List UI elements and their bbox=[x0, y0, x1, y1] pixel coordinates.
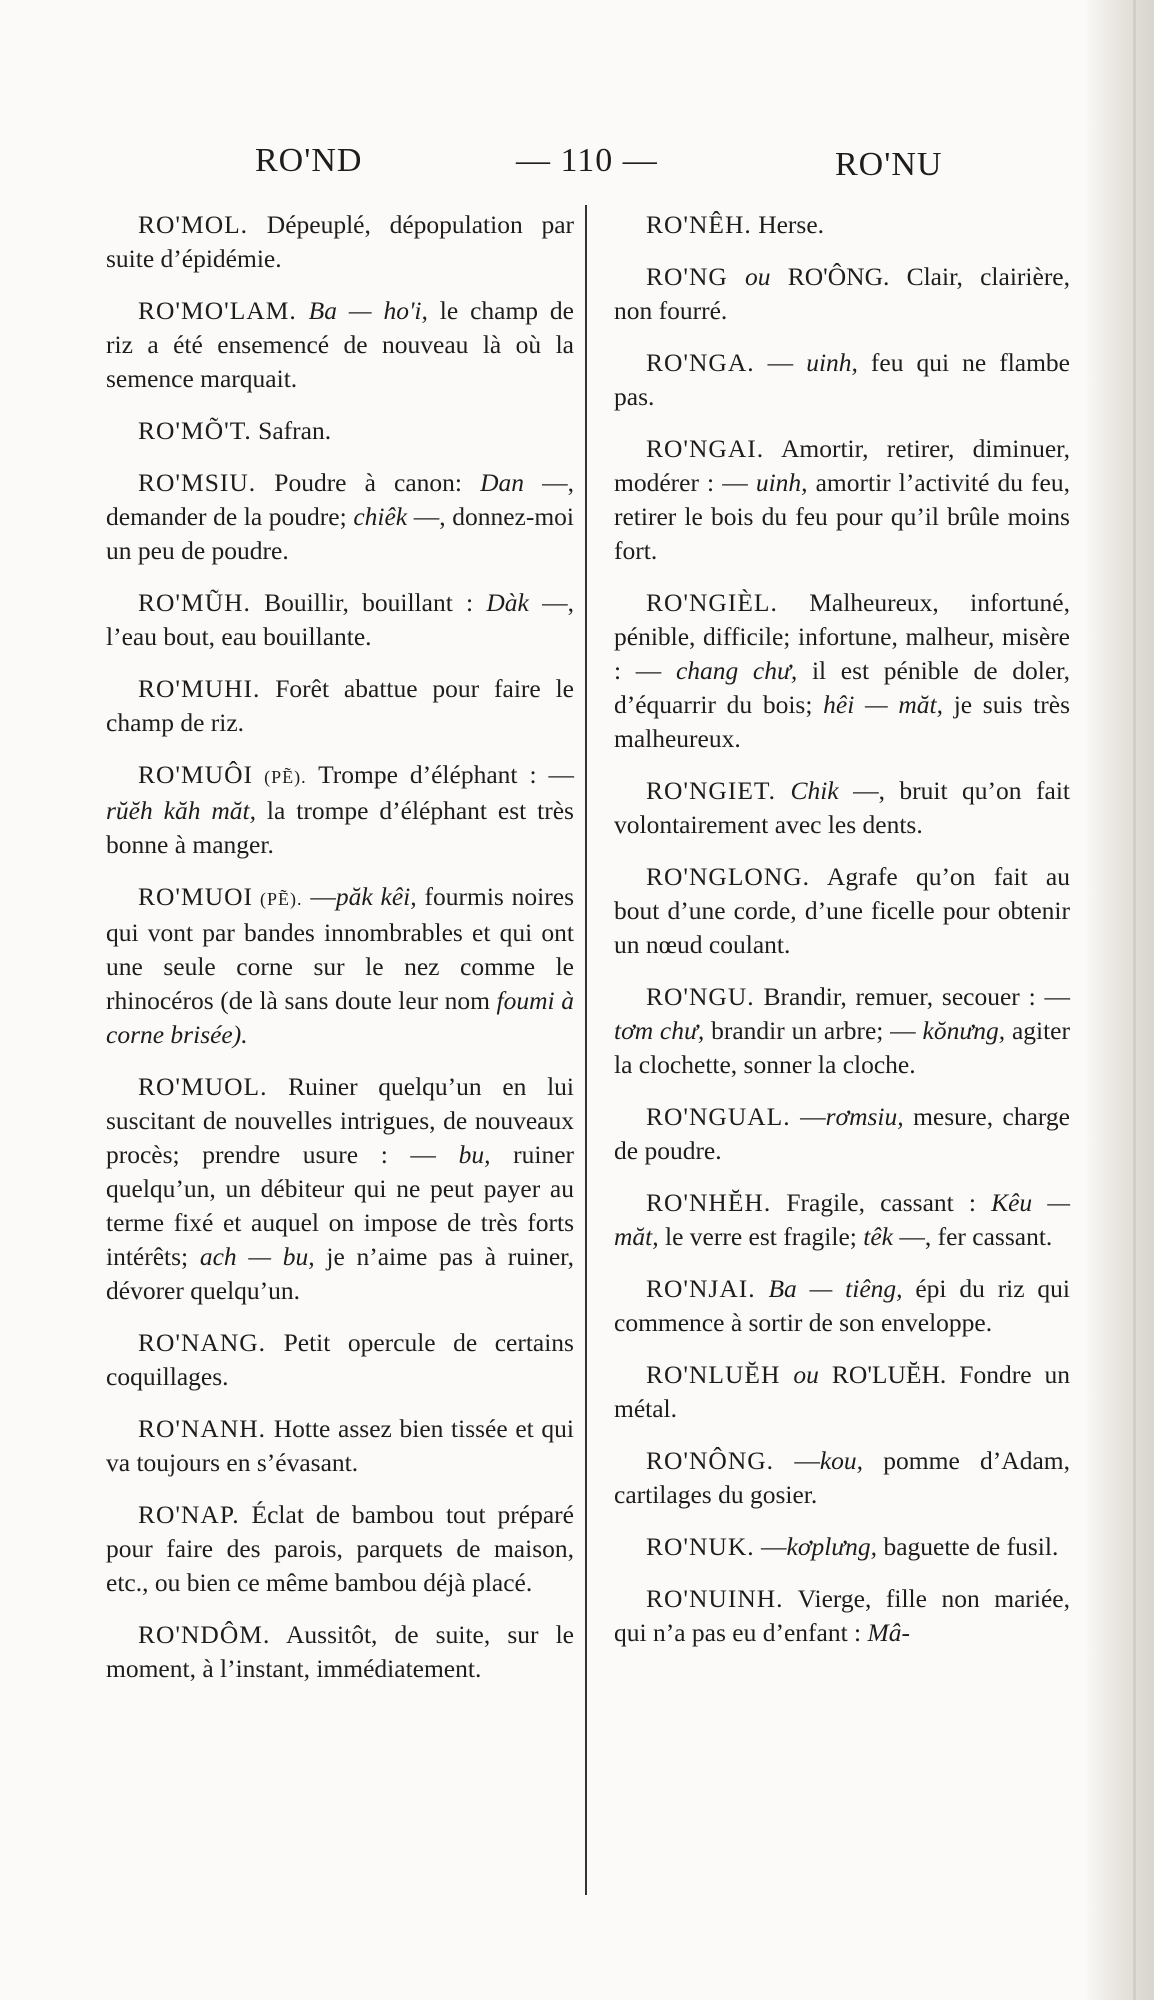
example: kou, bbox=[819, 1446, 864, 1475]
page-edge-shadow bbox=[1084, 0, 1154, 2000]
definition-cont: mesure, charge de poudre. bbox=[614, 1102, 1070, 1165]
headword: RO'MÕ'T. bbox=[138, 416, 252, 445]
definition-cont: feu qui ne flambe pas. bbox=[614, 348, 1070, 411]
headword: RO'NGU. bbox=[646, 982, 755, 1011]
example: chang chư, bbox=[675, 656, 798, 685]
definition: Fragile, cassant : bbox=[771, 1188, 992, 1217]
definition-cont: —, donnez-moi un peu de poudre. bbox=[106, 502, 574, 565]
example: Mâ- bbox=[867, 1618, 910, 1647]
headword: RO'NGLONG. bbox=[646, 862, 811, 891]
headword: RO'MO'LAM. bbox=[138, 296, 297, 325]
definition-cont: épi du riz qui commence à sortir de son enveloppe. bbox=[614, 1274, 1071, 1337]
entry-romsiu bbox=[106, 466, 574, 568]
headword: RO'MUOI bbox=[138, 882, 254, 911]
definition: Agrafe qu’on fait au bout d’une corde, d’une ficelle pour obtenir un nœud coulant. bbox=[614, 862, 1070, 959]
definition: Petit opercule de certains coquillages. bbox=[106, 1328, 574, 1391]
example: ach — bu, bbox=[199, 1242, 315, 1271]
example: Ba — tiêng, bbox=[768, 1274, 903, 1303]
entry-rongual bbox=[614, 1100, 1070, 1168]
example: bu, bbox=[458, 1140, 491, 1169]
entry-ronanh bbox=[106, 1412, 574, 1480]
headword: RO'NÊH. bbox=[646, 210, 752, 239]
example: hêi — măt, bbox=[823, 690, 943, 719]
definition: — bbox=[754, 348, 807, 377]
entry-romolam bbox=[106, 294, 574, 396]
definition: — bbox=[790, 1102, 826, 1131]
spacer bbox=[297, 296, 309, 325]
entry-ronuk bbox=[614, 1530, 1070, 1564]
definition-cont: —, l’eau bout, eau bouillante. bbox=[106, 588, 575, 651]
headword: RO'NGIÈL. bbox=[646, 588, 778, 617]
right-column bbox=[614, 208, 1070, 1668]
headword: RO'NGUAL. bbox=[646, 1102, 791, 1131]
running-header bbox=[0, 142, 1154, 192]
header-right-guide-word: RO'NU bbox=[835, 146, 943, 183]
entry-ronap bbox=[106, 1498, 574, 1600]
definition: Éclat de bambou tout préparé pour faire des parois, parquets de maison, etc., ou bien ce même bambou déjà placé. bbox=[106, 1500, 574, 1597]
headword: RO'NGA. bbox=[646, 348, 755, 377]
example: chiêk bbox=[353, 502, 408, 531]
headword: RO'MOL. bbox=[138, 210, 249, 239]
example: têk bbox=[863, 1222, 893, 1251]
page-number: — 110 — bbox=[516, 142, 658, 179]
headword: RO'NAP. bbox=[138, 1500, 240, 1529]
definition-cont: fourmis noires qui vont par bandes innombrables et qui ont une seule corne sur le nez comme le rhinocéros (de là sans doute leur nom bbox=[106, 882, 574, 1015]
conjunction: ou bbox=[727, 262, 788, 291]
definition: Malheureux, infortuné, pénible, difficile; infortune, malheur, misère : — bbox=[614, 588, 1070, 685]
column-divider bbox=[585, 205, 587, 1895]
headword: RO'NHĔH. bbox=[646, 1188, 772, 1217]
definition-cont: ruiner quelqu’un, un débiteur qui ne peut payer au terme fixé et auquel on impose de très forts intérêts; bbox=[106, 1140, 575, 1271]
dialect-tag: (PẼ). bbox=[253, 889, 303, 909]
entry-romuoi-2 bbox=[106, 880, 574, 1052]
definition-cont: —, demander de la poudre; bbox=[106, 468, 575, 531]
entry-ronang bbox=[106, 1326, 574, 1394]
headword: RO'NANH. bbox=[138, 1414, 267, 1443]
definition: — bbox=[754, 1532, 787, 1561]
definition: Dépeuplé, dépopulation par suite d’épidémie. bbox=[106, 210, 574, 273]
example: păk kêi, bbox=[335, 882, 417, 911]
page-edge-line bbox=[1133, 0, 1136, 2000]
definition-cont: amortir l’activité du feu, retirer le bois du feu pour qu’il brûle moins fort. bbox=[614, 468, 1070, 565]
example: Kêu — măt, bbox=[614, 1188, 1070, 1251]
example: Dan bbox=[480, 468, 525, 497]
definition-cont: —, bruit qu’on fait volontairement avec les dents. bbox=[614, 776, 1070, 839]
left-column bbox=[106, 208, 574, 1704]
definition: Herse. bbox=[751, 210, 825, 239]
definition: Hotte assez bien tissée et qui va toujours en s’évasant. bbox=[106, 1414, 574, 1477]
conjunction: ou bbox=[780, 1360, 832, 1389]
entry-rondom bbox=[106, 1618, 574, 1686]
example: tơm chư, bbox=[614, 1016, 705, 1045]
headword: RO'MUOL. bbox=[138, 1072, 268, 1101]
definition-cont: —, fer cassant. bbox=[892, 1222, 1053, 1251]
entry-rongai bbox=[614, 432, 1070, 568]
entry-ronjai bbox=[614, 1272, 1070, 1340]
example: Ba — ho'i, bbox=[308, 296, 428, 325]
entry-romot bbox=[106, 414, 574, 448]
headword: RO'NGAI. bbox=[646, 434, 765, 463]
example: kŏnưng, bbox=[922, 1016, 1006, 1045]
headword: RO'NLUĔH bbox=[646, 1360, 781, 1389]
entry-rongiet bbox=[614, 774, 1070, 842]
definition: le champ de riz a été ensemencé de nouveau là où la semence marquait. bbox=[106, 296, 575, 393]
entry-ronong bbox=[614, 1444, 1070, 1512]
example: kơplưng, bbox=[786, 1532, 878, 1561]
entry-romuol bbox=[106, 1070, 574, 1308]
definition-cont: baguette de fusil. bbox=[877, 1532, 1059, 1561]
entry-roneh bbox=[614, 208, 1070, 242]
headword: RO'MSIU. bbox=[138, 468, 257, 497]
headword: RO'NUINH. bbox=[646, 1584, 784, 1613]
definition: Bouillir, bouillant : bbox=[250, 588, 487, 617]
headword: RO'NANG. bbox=[138, 1328, 267, 1357]
entry-romuoi bbox=[106, 758, 574, 862]
definition: Trompe d’éléphant : — bbox=[306, 760, 574, 789]
entry-romol bbox=[106, 208, 574, 276]
definition bbox=[756, 1274, 769, 1303]
entry-rongiel bbox=[614, 586, 1070, 756]
definition: Forêt abattue pour faire le champ de riz. bbox=[106, 674, 574, 737]
definition: Vierge, fille non mariée, qui n’a pas eu d’enfant : bbox=[614, 1584, 1070, 1647]
headword: RO'NGIET. bbox=[646, 776, 776, 805]
definition-cont: je suis très malheureux. bbox=[614, 690, 1071, 753]
headword: RO'MUÔI bbox=[138, 760, 254, 789]
definition: RO'LUĔH. Fondre un métal. bbox=[614, 1360, 1071, 1423]
headword: RO'NUK. bbox=[646, 1532, 755, 1561]
headword: RO'NDÔM. bbox=[138, 1620, 271, 1649]
definition-cont: il est pénible de doler, d’équarrir du bois; bbox=[614, 656, 1070, 719]
entry-ronheh bbox=[614, 1186, 1070, 1254]
entry-rongu bbox=[614, 980, 1070, 1082]
example: uinh, bbox=[806, 348, 858, 377]
definition: — bbox=[302, 882, 336, 911]
entry-romuh bbox=[106, 586, 574, 654]
headword: RO'MŨH. bbox=[138, 588, 251, 617]
definition-cont: pomme d’Adam, cartilages du gosier. bbox=[614, 1446, 1070, 1509]
example: Chik bbox=[790, 776, 839, 805]
entry-ronlueh bbox=[614, 1358, 1070, 1426]
headword: RO'NG bbox=[646, 262, 728, 291]
definition-cont: je n’aime pas à ruiner, dévorer quelqu’un. bbox=[106, 1242, 574, 1305]
entry-romuhi bbox=[106, 672, 574, 740]
definition-cont: agiter la clochette, sonner la cloche. bbox=[614, 1016, 1070, 1079]
example: uinh, bbox=[755, 468, 808, 497]
example: rŭĕh kăh măt, bbox=[106, 796, 257, 825]
definition-cont: le verre est fragile; bbox=[658, 1222, 864, 1251]
entry-rong bbox=[614, 260, 1070, 328]
definition: Brandir, remuer, secouer : — bbox=[754, 982, 1070, 1011]
definition: Ruiner quelqu’un en lui suscitant de nouvelles intrigues, de nouveaux procès; prendre usure : — bbox=[106, 1072, 574, 1169]
definition: Aussitôt, de suite, sur le moment, à l’instant, immédiatement. bbox=[106, 1620, 574, 1683]
definition: Amortir, retirer, diminuer, modérer : — bbox=[614, 434, 1070, 497]
entry-ronglong bbox=[614, 860, 1070, 962]
headword: RO'NÔNG. bbox=[646, 1446, 775, 1475]
definition: Poudre à canon: bbox=[256, 468, 481, 497]
definition-cont: la trompe d’éléphant est très bonne à manger. bbox=[106, 796, 574, 859]
definition: RO'ÔNG. Clair, clairière, non fourré. bbox=[614, 262, 1070, 325]
entry-ronga bbox=[614, 346, 1070, 414]
example: foumi à corne brisée). bbox=[106, 986, 574, 1049]
entry-ronuinh bbox=[614, 1582, 1070, 1650]
definition-cont: brandir un arbre; — bbox=[704, 1016, 923, 1045]
definition: — bbox=[774, 1446, 820, 1475]
example: Dàk bbox=[486, 588, 529, 617]
example: rơmsiu, bbox=[825, 1102, 904, 1131]
headword: RO'MUHI. bbox=[138, 674, 261, 703]
definition: Safran. bbox=[251, 416, 332, 445]
header-left-guide-word: RO'ND bbox=[255, 142, 363, 179]
dialect-tag: (PẼ). bbox=[253, 767, 307, 787]
definition bbox=[776, 776, 790, 805]
headword: RO'NJAI. bbox=[646, 1274, 756, 1303]
